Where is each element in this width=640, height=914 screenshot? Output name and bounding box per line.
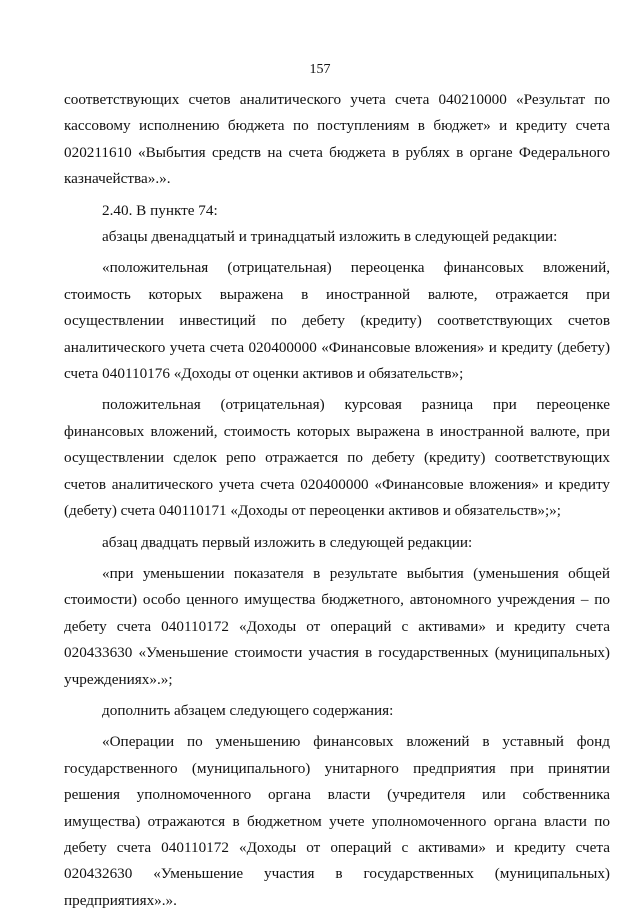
document-body [64, 87, 610, 914]
paragraph-instruction-1: абзацы двенадцатый и тринадцатый изложить в следующей редакции: [102, 228, 558, 246]
paragraph-item-2-40: 2.40. В пункте 74: [102, 201, 218, 219]
paragraph-quote-2: положительная (отрицательная) курсовая разница при переоценке финансовых вложений, стоимость которых выражена в иностранной валюте, при осуществлении сделок репо отражается по дебету (кредиту) соответствующих счетов аналитического учета счета 020400000 «Финансовые вложения» и кредиту (дебету) счета 040110171 «Доходы от переоценки активов и обязательств»;»; [64, 396, 610, 520]
page-number: 157 [309, 62, 331, 77]
paragraph-continuation: соответствующих счетов аналитического учета счета 040210000 «Результат по кассовому исполнению бюджета по поступлениям в бюджет» и кредиту счета 020211610 «Выбытия средств на счета бюджета в рублях в органе Федерального казначейства».». [64, 91, 610, 188]
paragraph-instruction-2: абзац двадцать первый изложить в следующей редакции: [102, 533, 473, 551]
paragraph-quote-4: «Операции по уменьшению финансовых вложений в уставный фонд государственного (муниципального) унитарного предприятия при принятии решения уполномоченного органа власти (учредителя или собственника имущества) отражаются в бюджетном учете уполномоченного органа власти по дебету счета 040110172 «Доходы от операций с активами» и кредиту счета 020432630 «Уменьшение участия в государственных (муниципальных) предприятиях».». [64, 733, 610, 909]
paragraph-quote-3: «при уменьшении показателя в результате выбытия (уменьшения общей стоимости) особо ценного имущества бюджетного, автономного учреждения – по дебету счета 040110172 «Доходы от операций с активами» и кредиту счета 020433630 «Уменьшение стоимости участия в государственных (муниципальных) учреждениях».»; [64, 564, 610, 688]
paragraph-quote-1: «положительная (отрицательная) переоценка финансовых вложений, стоимость которых выражена в иностранной валюте, отражается при осуществлении инвестиций по дебету (кредиту) соответствующих счетов аналитического учета счета 020400000 «Финансовые вложения» и кредиту (дебету) счета 040110176 «Доходы от оценки активов и обязательств»; [64, 259, 610, 383]
paragraph-instruction-3: дополнить абзацем следующего содержания: [102, 701, 394, 719]
